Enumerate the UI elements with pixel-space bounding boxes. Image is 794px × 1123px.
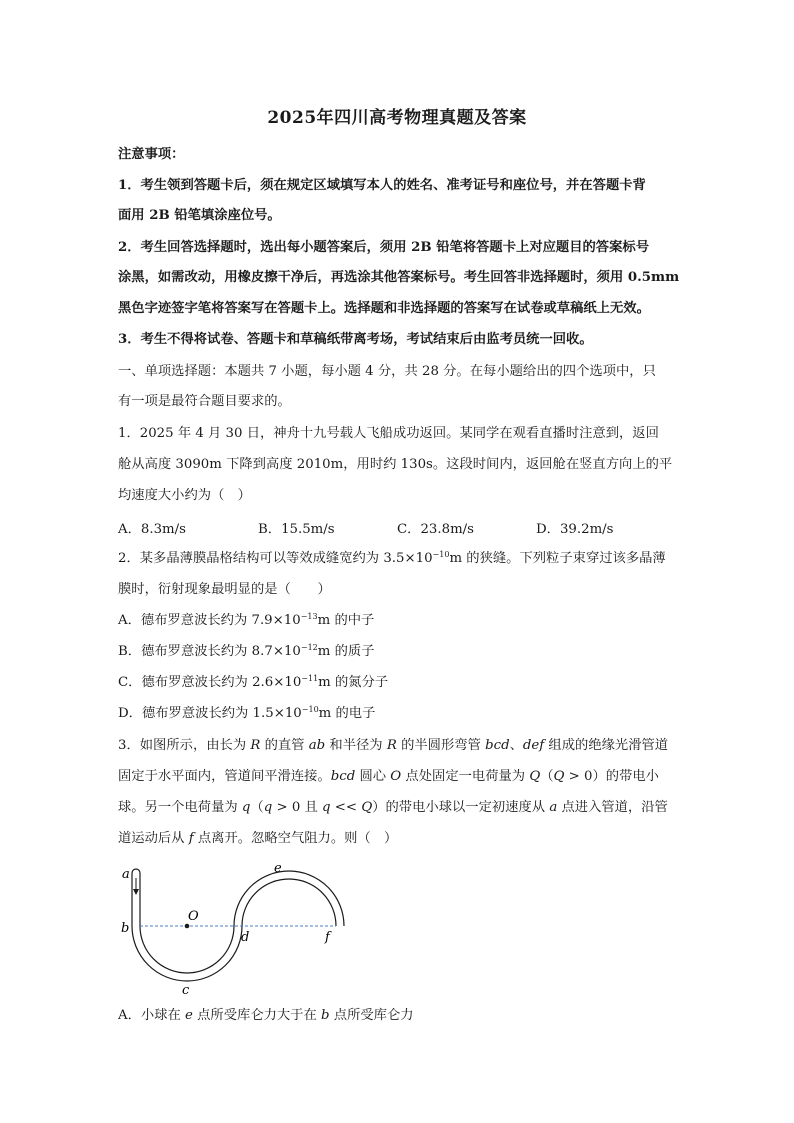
q3-line-4: 道运动后从 f 点离开。忽略空气阻力。则（ ） — [118, 831, 398, 846]
q3-line-3: 球。另一个电荷量为 q（q > 0 且 q << Q）的带电小球以一定初速度从 a 点进入管道，沿管 — [118, 800, 668, 815]
center-charge-dot — [185, 924, 190, 929]
notes-heading: 注意事项： — [118, 147, 185, 162]
q3-option-a: A．小球在 e 点所受库仑力大于在 b 点所受库仑力 — [118, 1008, 414, 1023]
q1-options — [118, 518, 680, 538]
q2-option-a: A．德布罗意波长约为 $7.9\times 10^{-13}m$ 的中子 — [118, 612, 375, 628]
note-1-line-2: 面用 2B 铅笔填涂座位号。 — [118, 208, 281, 223]
note-1-line-1: 1．考生领到答题卡后，须在规定区域填写本人的姓名、准考证号和座位号，并在答题卡背 — [118, 178, 646, 193]
q1-option-b: B．15.5m/s — [258, 522, 335, 537]
section-heading-line-1: 一、单项选择题：本题共 7 小题，每小题 4 分，共 28 分。在每小题给出的四个选项中，只 — [118, 364, 656, 379]
note-3-line-1: 3．考生不得将试卷、答题卡和草稿纸带离考场，考试结束后由监考员统一回收。 — [118, 332, 593, 347]
label-O: O — [188, 909, 199, 924]
q3-line-2: 固定于水平面内，管道间平滑连接。bcd 圆心 O 点处固定一电荷量为 Q（Q > 0）的带电小 — [118, 769, 659, 784]
section-heading-line-2: 有一项是最符合题目要求的。 — [118, 394, 291, 409]
label-f: f — [325, 930, 330, 945]
label-c: c — [182, 983, 190, 998]
q3-line-1: 3．如图所示，由长为 R 的直管 ab 和半径为 R 的半圆形弯管 bcd、def 组成的绝缘光滑管道 — [118, 738, 669, 753]
q1-line-2: 舱从高度 3090m 下降到高度 2010m，用时约 130s。这段时间内，返回舱在竖直方向上的平 — [118, 457, 673, 472]
q1-option-a: A．8.3m/s — [118, 522, 186, 537]
q2-line-1: 2．某多晶薄膜晶格结构可以等效成缝宽约为 $3.5\times 10^{-10}m$ 的狭缝。下列粒子束穿过该多晶薄 — [118, 550, 666, 566]
note-2-line-1: 2．考生回答选择题时，选出每小题答案后，须用 2B 铅笔将答题卡上对应题目的答案标号 — [118, 240, 649, 255]
q1-option-d: D．39.2m/s — [536, 522, 614, 537]
q1-line-1: 1．2025 年 4 月 30 日，神舟十九号载人飞船成功返回。某同学在观看直播时注意到，返回 — [118, 426, 659, 441]
label-b: b — [121, 921, 130, 936]
pipe-diagram — [112, 858, 352, 998]
q2-option-d: D．德布罗意波长约为 $1.5\times 10^{-10}m$ 的电子 — [118, 705, 376, 721]
q1-line-3: 均速度大小约为（ ） — [118, 488, 251, 503]
note-2-line-2: 涂黑，如需改动，用橡皮擦干净后，再选涂其他答案标号。考生回答非选择题时，须用 0.5mm — [118, 270, 680, 285]
q2-option-c: C．德布罗意波长约为 $2.6\times 10^{-11}m$ 的氮分子 — [118, 674, 389, 690]
label-e: e — [274, 861, 282, 876]
label-a: a — [122, 867, 130, 882]
q1-option-c: C．23.8m/s — [397, 522, 474, 537]
q2-line-2: 膜时，衍射现象最明显的是（ ） — [118, 582, 331, 597]
arrowhead-icon — [133, 889, 139, 895]
page-title: 2025年四川高考物理真题及答案 — [267, 108, 527, 128]
q2-option-b: B．德布罗意波长约为 $8.7\times 10^{-12}m$ 的质子 — [118, 643, 375, 659]
label-d: d — [241, 930, 250, 945]
note-2-line-3: 黑色字迹签字笔将答案写在答题卡上。选择题和非选择题的答案写在试卷或草稿纸上无效。 — [118, 301, 650, 316]
pipe-entrance — [132, 869, 140, 873]
